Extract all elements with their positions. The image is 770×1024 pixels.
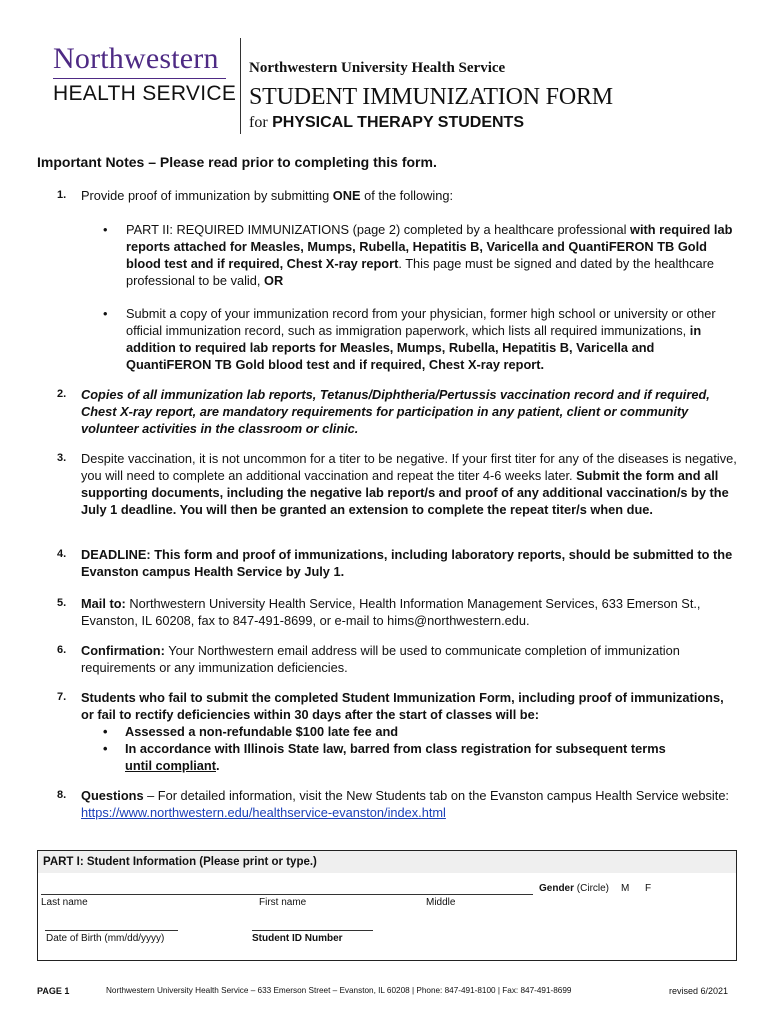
note-item-4 [57,546,737,580]
gender-field [539,883,609,894]
item-number: 7. [57,691,67,703]
header-vertical-divider [240,38,241,134]
revised-date: revised 6/2021 [669,986,729,996]
health-service-website-link[interactable]: https://www.northwestern.edu/healthservice-evanston/index.html [81,805,446,820]
student-id-line[interactable] [252,930,373,931]
bullet-icon: • [103,741,108,756]
item-number: 4. [57,548,67,560]
gender-label: Gender [539,883,575,894]
footer-address: Northwestern University Health Service – 633 Emerson Street – Evanston, IL 60208 | Phone: 847-491-8100 | Fax: 847-491-8699 [106,986,572,995]
item-text: Provide proof of immunization by submitting [81,188,333,203]
dob-label: Date of Birth (mm/dd/yyyy) [46,933,165,944]
sub-text-underlined: until compliant [125,758,216,773]
note-item-7-sub-1 [103,723,398,740]
item-text: of the following: [360,188,454,203]
logo-health-service: HEALTH SERVICE [53,82,237,105]
subtitle-prefix: for [249,114,268,131]
item-number: 8. [57,789,67,801]
sub-text: . [216,758,220,773]
gender-option-f[interactable]: F [645,883,652,894]
item-number: 1. [57,189,67,201]
item-text-bold: Submit the form and all supporting documents, including the negative lab report/s and proof of any additional vaccination/s by the July 1 deadline. You will then be granted an extension to complete the repeat titer/s when due. [81,468,729,517]
logo-northwestern: Northwestern [53,42,219,75]
item-text-bold: ONE [332,188,361,203]
sub-text: In accordance with Illinois State law, barred from class registration for subsequent terms [125,741,666,756]
important-notes-heading: Important Notes – Please read prior to completing this form. [37,154,437,170]
name-line[interactable] [41,894,533,895]
note-item-2 [57,386,737,437]
sub-text: Assessed a non-refundable $100 late fee and [125,724,399,739]
bullet-icon: • [103,222,108,237]
gender-option-m[interactable]: M [621,883,630,894]
first-name-label: First name [259,897,307,908]
gender-circle-hint: (Circle) [576,883,610,894]
item-text-bold: Students who fail to submit the completed Student Immunization Form, including proof of immunizations, or fail to rectify deficiencies within 30 days after the start of classes will be: [81,690,724,722]
item-number: 5. [57,597,67,609]
bullet-text-bold: OR [264,273,284,288]
item-text-bold: Questions [81,788,144,803]
item-text-bold: DEADLINE: This form and proof of immunizations, including laboratory reports, should be submitted to the Evanston campus Health Service by July 1. [81,547,733,579]
item-text: Northwestern University Health Service, Health Information Management Services, 633 Emerson St., Evanston, IL 60208, fax to 847-491-8699, or e-mail to hims@northwestern.edu. [81,596,701,628]
bullet-icon: • [103,724,108,739]
bullet-text: PART II: REQUIRED IMMUNIZATIONS (page 2) completed by a healthcare professional [126,222,631,237]
item-text-bold-italic: Copies of all immunization lab reports, Tetanus/Diphtheria/Pertussis vaccination record and if required, Chest X-ray report, are mandatory requirements for participation in any patient, client or community volunteer activities in the classroom or clinic. [81,387,710,436]
item-text-bold: Confirmation: [81,643,165,658]
bullet-text-bold: with required lab reports attached for Measles, Mumps, Rubella, Hepatitis B, Varicella and QuantiFERON TB Gold blood test and if required, Chest X-ray report [126,222,733,271]
note-bullet-part2 [103,221,733,289]
item-number: 6. [57,644,67,656]
form-subtitle [249,114,524,132]
student-id-label: Student ID Number [252,933,343,944]
dob-line[interactable] [45,930,178,931]
note-item-7-sub-2 [103,740,743,774]
item-text: Your Northwestern email address will be used to communicate completion of immunization requirements or any immunization deficiencies. [81,643,680,675]
bullet-text: . This page must be signed and dated by the healthcare professional to be valid, [126,256,714,288]
subtitle-program: PHYSICAL THERAPY STUDENTS [272,114,524,131]
note-item-7 [57,689,737,723]
note-item-8 [57,787,737,821]
note-item-1 [57,187,737,204]
note-item-5 [57,595,737,629]
part1-title: PART I: Student Information (Please print or type.) [43,856,317,868]
header-org-name: Northwestern University Health Service [249,60,506,76]
middle-name-label: Middle [426,897,456,908]
form-title: STUDENT IMMUNIZATION FORM [249,84,613,110]
bullet-icon: • [103,306,108,321]
last-name-label: Last name [41,897,88,908]
note-item-3 [57,450,737,518]
note-bullet-record [103,305,733,373]
bullet-text-bold: in addition to required lab reports for Measles, Mumps, Rubella, Hepatitis B, Varicella and QuantiFERON TB Gold blood test and if required, Chest X-ray report. [126,323,702,372]
item-number: 3. [57,452,67,464]
bullet-text: Submit a copy of your immunization record from your physician, former high school or university or other official immunization record, such as immigration paperwork, which lists all required immunizations, [126,306,716,338]
logo-divider [53,78,226,79]
item-text: Despite vaccination, it is not uncommon for a titer to be negative. If your first titer for any of the diseases is negative, you will need to complete an additional vaccination and repeat the titer 4-6 weeks later. [81,451,737,483]
item-number: 2. [57,388,67,400]
note-item-6 [57,642,737,676]
item-text-bold: Mail to: [81,596,126,611]
item-text: – For detailed information, visit the New Students tab on the Evanston campus Health Service website: [143,788,729,803]
page-number: PAGE 1 [37,986,70,996]
